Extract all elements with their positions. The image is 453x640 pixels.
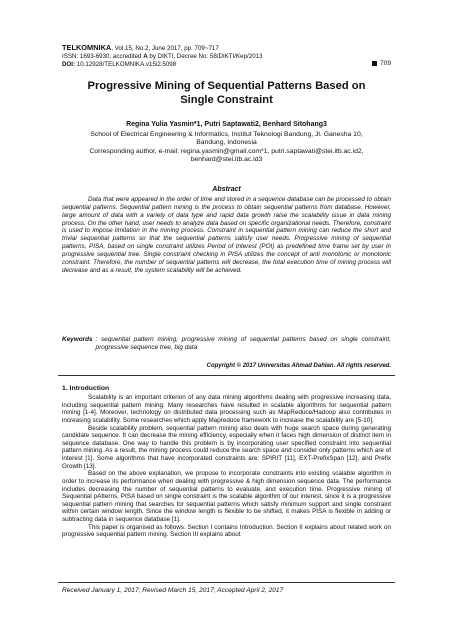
title-line-2: Single Constraint bbox=[180, 94, 273, 106]
received-dates: Received January 1, 2017; Revised March 15, 2017; Accepted April 2, 2017 bbox=[62, 587, 284, 594]
page-number-block bbox=[372, 60, 391, 67]
keywords-label: Keywords bbox=[62, 336, 93, 343]
intro-paragraph-1: Scalability is an important criterion of any data mining algorithms dealing with progressive increasing data, including sequential pattern mining. Many researches have resulted in scalable algorithms for sequential pattern mining [1-4]. Moreover, technology on distributed data processing such as MapReduce/Hadoop also contributes in increasing scalability. Some researches which apply Mapreduce framework to increase the scalability are [5-10]. bbox=[62, 394, 391, 424]
issn-tail: by DIKTI, Decree No: 58/DIKTI/Kep/2013 bbox=[147, 53, 263, 60]
journal-name: TELKOMNIKA bbox=[62, 43, 112, 52]
doi-line bbox=[62, 61, 392, 69]
copyright-notice: Copyright © 2017 Universitas Ahmad Dahlan. All rights reserved. bbox=[206, 363, 391, 369]
abstract-heading: Abstract bbox=[212, 186, 241, 193]
paper-title bbox=[62, 79, 391, 107]
journal-meta: , Vol.15, No.2, June 2017, pp. 709~717 bbox=[111, 45, 219, 52]
author-names: Regina Yulia Yasmin*1, Putri Saptawati2, Benhard Sitohang3 bbox=[126, 121, 327, 128]
journal-line bbox=[62, 44, 392, 53]
intro-paragraph-3: Based on the above explanation, we propose to incorporate constraints into existing scalable algorithm in order to increase its performance when dealing with progressive & high dimension sequence data. The performance includes decreasing the number of sequential patterns to evaluate, and execution time. Progressive mining of Sequential pAtterns, PISA based on single constraint is the scalable algorithm of our interest, since it is a progressive sequential pattern mining that searches for sequential patterns which satisfy minimum support and single constraint within certain window length. Since the window length is flexible to be shifted, it makes PISA is flexible in adding or subtracting data in sequence database [1]. bbox=[62, 470, 391, 523]
abstract-body bbox=[62, 196, 391, 274]
issn-grade: A bbox=[143, 53, 148, 60]
issn-text: ISSN: 1693-6930, accredited bbox=[62, 53, 144, 60]
page-number: 709 bbox=[379, 60, 391, 67]
author-block bbox=[62, 121, 391, 165]
introduction-heading: 1. Introduction bbox=[62, 385, 110, 392]
keywords-text: : sequential pattern mining, progressive mining of sequential patterns based on single constraint, progressive sequence tree, big data bbox=[95, 336, 391, 351]
title-line-1: Progressive Mining of Sequential Patterns Based on bbox=[87, 80, 366, 92]
keywords-block bbox=[62, 336, 391, 352]
square-bullet-icon bbox=[372, 61, 377, 66]
footer-divider bbox=[58, 582, 395, 583]
section-divider bbox=[58, 375, 395, 376]
affiliation-line-2: Bandung, Indonesia bbox=[196, 139, 257, 147]
issn-line bbox=[62, 53, 392, 61]
doi-value: 10.12928/TELKOMNIKA.v15i2.5098 bbox=[76, 61, 177, 68]
corresponding-line-2: benhard@stei.itb.ac.id3 bbox=[190, 156, 263, 164]
introduction-body bbox=[62, 394, 391, 539]
journal-header bbox=[62, 44, 392, 69]
affiliation-line-1: School of Electrical Engineering & Informatics, Institut Teknologi Bandung, Jl. Ganesha 10, bbox=[90, 130, 363, 138]
doi-label: DOI: bbox=[62, 61, 77, 68]
abstract-text: Data that were appeared in the order of time and stored in a sequence database can be processed to obtain sequential patterns. Sequential pattern mining is the process to obtain sequential patterns from database. However, large amount of data with a variety of data type and rapid data growth raise the scalability issue in data mining process. On the other hand, user needs to analyze data based on specific organizational needs. Therefore, constraint is used to impose limitation in the mining process. Constraint in sequential pattern mining can reduce the short and trivial sequential patterns so that the sequential patterns satisfy user needs. Progressive mining of sequential patterns, PISA, based on single constraint utilizes Period of Interest (POI) as predefined time frame set by user in progressive sequential tree. Single constraint checking in PISA utilizes the concept of anti monotonic or monotonic constraint. Therefore, the number of sequential patterns will decrease, the total execution time of mining process will decrease and as a result, the system scalability will be achieved. bbox=[62, 196, 391, 274]
intro-paragraph-4: This paper is organised as follows. Section I contains Introduction. Section II explains about related work on progressive sequential pattern mining. Section III explains about bbox=[62, 523, 391, 539]
corresponding-line-1: Corresponding author, e-mail: regina.yasmin@gmail.com*1, putri.saptawati@stei.itb.ac.id2, bbox=[89, 147, 364, 155]
intro-paragraph-2: Beside scalability problem, sequential pattern mining also deals with huge search space during generating candidate sequence. It can decrease the mining efficiency, especially when it faces high dimension of distinct item in sequence database. One way to handle this problem is by incorporating user specified constraint into sequential pattern mining. As a result, the mining process could reduce the search space and consider only patterns which are of interest [1]. Some algorithms that have incorporated constraints are: SPIRIT [11], EXT-PrefixSpan [12], and Prefix Growth [13]. bbox=[62, 424, 391, 470]
